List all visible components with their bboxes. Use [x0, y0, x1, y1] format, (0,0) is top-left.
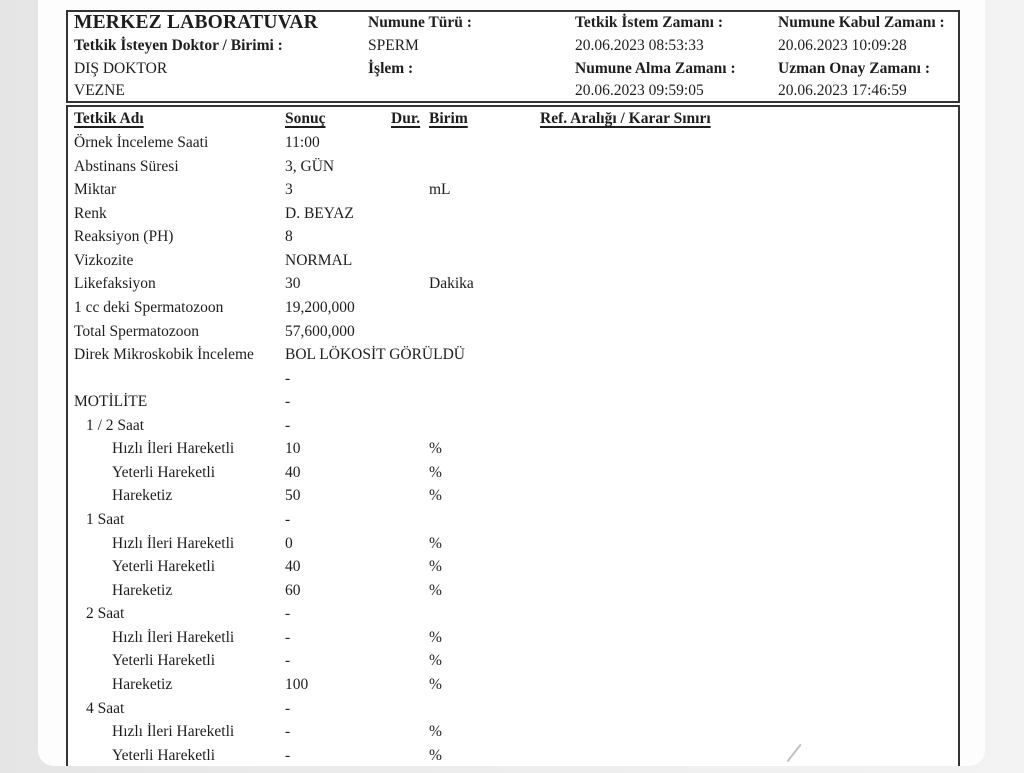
- results-rows: [68, 131, 958, 766]
- approval-time-label: Uzman Onay Zamanı :: [778, 60, 930, 77]
- test-name: Hızlı İleri Hareketli: [112, 628, 235, 646]
- test-result: BOL LÖKOSİT GÖRÜLDÜ: [285, 346, 465, 364]
- table-row: [68, 626, 958, 650]
- column-header-status: Dur.: [391, 110, 421, 127]
- test-unit: %: [429, 534, 442, 552]
- test-name: Hareketiz: [112, 675, 173, 693]
- test-name: Total Spermatozoon: [74, 322, 200, 340]
- test-unit: mL: [429, 181, 451, 199]
- table-row: [68, 673, 958, 697]
- test-name: Direk Mikroskobik İnceleme: [74, 346, 254, 364]
- table-row: [68, 437, 958, 461]
- requesting-unit-value: VEZNE: [74, 82, 125, 99]
- column-header-unit: Birim: [429, 110, 468, 127]
- test-name: Yeterli Hareketli: [112, 652, 216, 670]
- test-name: Yeterli Hareketli: [112, 746, 216, 764]
- table-row: [68, 579, 958, 603]
- test-result: 40: [285, 558, 301, 576]
- test-result: 10: [285, 440, 301, 458]
- table-row: [68, 461, 958, 485]
- test-result: -: [285, 511, 291, 528]
- table-row: [68, 343, 958, 367]
- table-row: [68, 178, 958, 202]
- test-name: MOTİLİTE: [74, 393, 148, 411]
- column-header-test-name: Tetkik Adı: [74, 110, 144, 127]
- table-row: [68, 296, 958, 320]
- test-result: -: [285, 416, 291, 434]
- collection-time-value: 20.06.2023 09:59:05: [575, 82, 704, 99]
- test-name: Hızlı İleri Hareketli: [112, 534, 235, 552]
- test-result: -: [285, 723, 291, 741]
- test-result: 60: [285, 581, 301, 599]
- test-result: D. BEYAZ: [285, 204, 354, 222]
- table-row: [68, 272, 958, 296]
- test-result: 19,200,000: [285, 298, 355, 316]
- test-unit: %: [429, 463, 442, 481]
- table-row: [68, 508, 958, 532]
- test-name: 2 Saat: [86, 605, 125, 623]
- table-row: [68, 532, 958, 556]
- test-name: Abstinans Süresi: [74, 157, 179, 175]
- test-name: 4 Saat: [86, 699, 125, 717]
- test-name: Hareketiz: [112, 581, 173, 599]
- test-result: -: [285, 699, 291, 717]
- request-time-label: Tetkik İstem Zamanı :: [575, 14, 723, 31]
- test-result: -: [285, 746, 291, 764]
- test-result: -: [285, 652, 291, 670]
- table-row: [68, 720, 958, 744]
- table-row: [68, 249, 958, 273]
- requesting-doctor-label: Tetkik İsteyen Doktor / Birimi :: [74, 37, 283, 54]
- test-name: Yeterli Hareketli: [112, 558, 216, 576]
- test-unit: %: [429, 487, 442, 505]
- table-row: [68, 225, 958, 249]
- table-row: [68, 555, 958, 579]
- column-header-result: Sonuç: [285, 110, 326, 127]
- table-row: [68, 484, 958, 508]
- table-row: [68, 367, 958, 391]
- test-unit: %: [429, 723, 442, 741]
- accept-time-label: Numune Kabul Zamanı :: [778, 14, 945, 31]
- results-table: [66, 105, 960, 766]
- accept-time-value: 20.06.2023 10:09:28: [778, 37, 907, 54]
- test-result: NORMAL: [285, 251, 353, 269]
- test-unit: %: [429, 652, 442, 670]
- test-name: Hızlı İleri Hareketli: [112, 440, 235, 458]
- test-unit: Dakika: [429, 275, 474, 293]
- test-unit: %: [429, 628, 442, 646]
- test-name: Vizkozite: [74, 251, 134, 269]
- test-name: Likefaksiyon: [74, 275, 156, 293]
- collection-time-label: Numune Alma Zamanı :: [575, 60, 736, 77]
- test-name: Hareketiz: [112, 487, 173, 505]
- test-result: -: [285, 605, 291, 623]
- table-row: [68, 649, 958, 673]
- request-time-value: 20.06.2023 08:53:33: [575, 37, 704, 54]
- test-name: 1 Saat: [86, 511, 125, 528]
- test-name: Reaksiyon (PH): [74, 228, 174, 246]
- test-name: Yeterli Hareketli: [112, 463, 216, 481]
- lab-name: MERKEZ LABORATUVAR: [74, 12, 318, 33]
- test-name: Hızlı İleri Hareketli: [112, 723, 235, 741]
- column-header-reference-range: Ref. Aralığı / Karar Sınırı: [540, 110, 711, 127]
- sample-type-value: SPERM: [368, 37, 419, 54]
- process-label: İşlem :: [368, 60, 414, 77]
- table-row: [68, 202, 958, 226]
- approval-time-value: 20.06.2023 17:46:59: [778, 82, 907, 99]
- test-unit: %: [429, 746, 442, 764]
- test-result: -: [285, 628, 291, 646]
- test-result: 30: [285, 275, 301, 293]
- test-result: 40: [285, 463, 301, 481]
- requesting-doctor-value: DIŞ DOKTOR: [74, 60, 168, 77]
- table-row: [68, 414, 958, 438]
- table-row: [68, 390, 958, 414]
- table-row: [68, 744, 958, 766]
- test-unit: %: [429, 581, 442, 599]
- test-unit: %: [429, 675, 442, 693]
- report-page: [38, 0, 985, 766]
- test-result: 11:00: [285, 134, 320, 151]
- test-result: 50: [285, 487, 301, 505]
- table-row: [68, 602, 958, 626]
- test-result: 0: [285, 534, 293, 552]
- test-name: Örnek İnceleme Saati: [74, 134, 209, 151]
- test-result: -: [285, 393, 291, 411]
- test-unit: %: [429, 558, 442, 576]
- test-unit: %: [429, 440, 442, 458]
- test-name: Miktar: [74, 181, 117, 199]
- test-result: 3: [285, 181, 293, 199]
- test-result: 3, GÜN: [285, 157, 335, 175]
- test-name: 1 cc deki Spermatozoon: [74, 298, 224, 316]
- table-row: [68, 320, 958, 344]
- test-name: Renk: [74, 204, 107, 222]
- test-result: -: [285, 369, 291, 387]
- test-result: 8: [285, 228, 293, 246]
- test-result: 100: [285, 675, 309, 693]
- report-header: [66, 10, 960, 103]
- table-row: [68, 131, 958, 155]
- table-row: [68, 155, 958, 179]
- test-name: 1 / 2 Saat: [86, 416, 145, 434]
- sample-type-label: Numune Türü :: [368, 14, 472, 31]
- test-result: 57,600,000: [285, 322, 355, 340]
- table-row: [68, 697, 958, 721]
